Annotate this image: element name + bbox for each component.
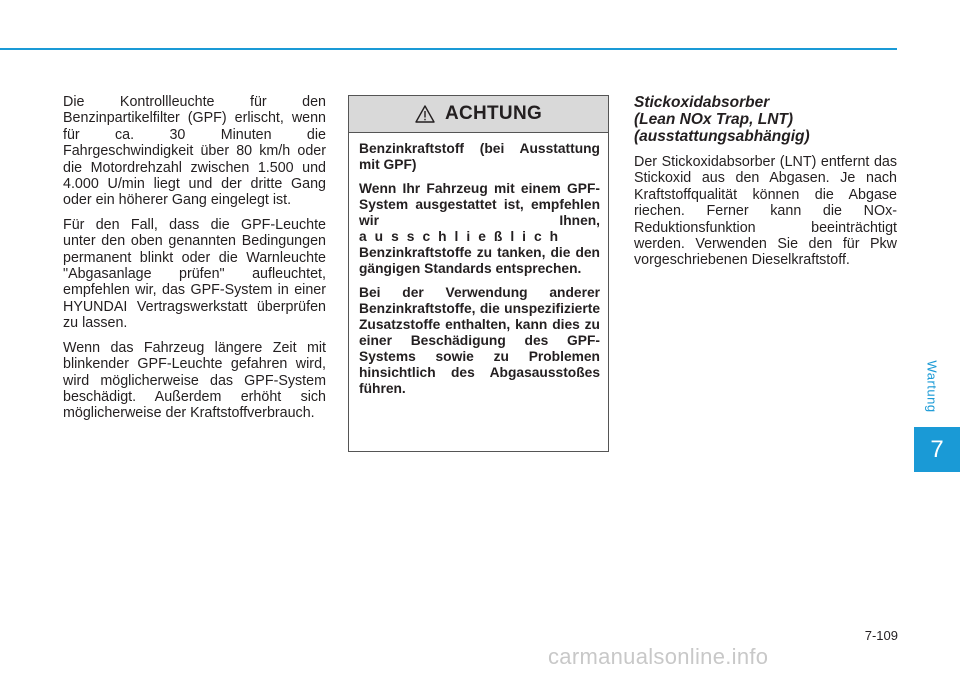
right-column <box>634 94 897 277</box>
warning-triangle-icon <box>415 105 435 123</box>
caution-box <box>348 95 609 452</box>
chapter-number: 7 <box>930 435 944 463</box>
watermark: carmanualsonline.info <box>548 644 769 669</box>
section-title-lnt <box>634 94 897 145</box>
paragraph-gpf-blinking: Für den Fall, dass die GPF-Leuchte unter den oben genannten Bedingungen permanent blinkt oder die Warnleuchte "Abgasanlage prüfen" aufleuchtet, empfehlen wir, das GPF-System in einer HYUNDAI Vertragswerkstatt überprüfen zu lassen. <box>63 216 326 332</box>
paragraph-lnt: Der Stickoxidabsorber (LNT) entfernt das Stickoxid aus den Abgasen. Je nach Kraftstoffqualität können die Abgase riechen. Ferner kann die NOx-Reduktionsfunktion beeinträchtigt werden. Verwenden Sie den für Pkw vorgeschriebenen Dieselkraftstoff. <box>634 154 897 269</box>
caution-fuel-heading: Benzinkraftstoff (bei Ausstattung mit GPF) <box>359 141 600 172</box>
caution-recommendation-rest: Benzinkraftstoffe zu tanken, die den gängigen Standards entsprechen. <box>359 245 600 276</box>
caution-additives-warning: Bei der Verwendung anderer Benzinkraftstoffe, die unspezifizierte Zusatzstoffe enthalten, kann dies zu einer Beschädigung des GPF-Systems sowie zu Problemen hinsichtlich des Abgasausstoßes führen. <box>359 285 600 396</box>
section-title-line: (Lean NOx Trap, LNT) <box>634 111 794 128</box>
left-column <box>63 94 326 430</box>
page-number: 7-109 <box>864 628 898 643</box>
paragraph-gpf-damage: Wenn das Fahrzeug längere Zeit mit blinkender GPF-Leuchte gefahren wird, wird möglicherweise das GPF-System beschädigt. Außerdem erhöht sich möglicherweise der Kraftstoffverbrauch. <box>63 339 326 422</box>
section-title-line: Stickoxidabsorber <box>634 94 770 111</box>
section-side-label-text: Wartung <box>924 359 940 413</box>
caution-recommendation-text: Wenn Ihr Fahrzeug mit einem GPF-System ausgestattet ist, empfehlen wir Ihnen, <box>359 181 600 228</box>
caution-body <box>349 133 608 397</box>
caution-recommendation <box>359 181 600 277</box>
caution-emphasis: ausschließlich <box>359 229 567 244</box>
section-title-line: (ausstattungsabhängig) <box>634 128 810 145</box>
section-side-label <box>918 350 946 422</box>
chapter-tab <box>914 427 960 472</box>
caution-title: ACHTUNG <box>444 103 543 124</box>
header-rule <box>0 48 897 50</box>
caution-header <box>349 96 608 133</box>
paragraph-gpf-light-off: Die Kontrollleuchte für den Benzinpartikelfilter (GPF) erlischt, wenn für ca. 30 Minuten die Fahrgeschwindigkeit über 80 km/h oder die Motordrehzahl zwischen 1.500 und 4.000 U/min liegt und der dritte Gang oder ein höherer Gang eingelegt ist. <box>63 94 326 209</box>
